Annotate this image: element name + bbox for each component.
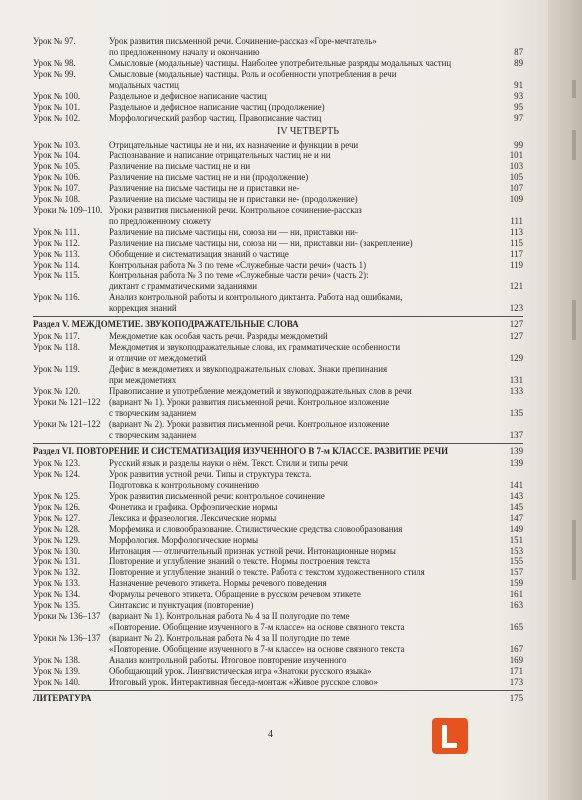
page-ref: 127 [509,319,523,330]
lesson-number: Урок № 124. [33,469,81,480]
quarter-heading: IV ЧЕТВЕРТЬ [277,125,339,137]
lesson-title [109,535,523,546]
lesson-number: Урок № 111. [33,226,80,237]
lesson-title [109,270,523,292]
lesson-title-line: Различение на письме частиц не и ни (продолжение) [109,172,309,183]
lesson-title-line: (вариант № 1). Уроки развития письменной речи. Контрольное изложение [109,397,390,408]
lesson-number: Уроки № 121–122 [33,397,101,408]
lesson-title [109,556,523,567]
lesson-title [109,364,523,386]
lesson-title-line: Повторение и углубление знаний о тексте. Работа с текстом художественного стиля [109,567,425,578]
toc-entry [33,502,523,513]
lesson-title [109,260,523,271]
section-heading-5 [33,319,523,331]
toc-group-section6 [33,458,523,687]
page-ref: 137 [509,430,523,441]
page-ref: 145 [509,502,523,513]
toc-entry [33,589,523,600]
table-of-contents [33,36,523,705]
toc-entry [33,546,523,557]
lesson-title-line: Распознавание и написание отрицательных частиц не и ни [109,150,331,161]
toc-entry [33,69,523,91]
lesson-title-line: Контрольная работа № 3 по теме «Служебные части речи» (часть 1) [109,259,367,270]
page-ref: 171 [509,665,523,676]
page-ref: 143 [509,491,523,502]
lesson-number: Урок № 112. [33,237,80,248]
lesson-number: Урок № 105. [33,161,81,172]
lesson-title-line: Назначение речевого этикета. Нормы речевого поведения [109,578,327,589]
toc-entry [33,227,523,238]
page-ref: 169 [509,654,523,665]
lesson-title-line: Смысловые (модальные) частицы. Наиболее употребительные разряды модальных частиц [109,58,452,68]
lesson-title-line: Обобщение и систематизация знаний о частице [109,248,289,259]
toc-entry [33,535,523,546]
lesson-number: Урок № 115. [33,270,80,281]
lesson-title-line: Формулы речевого этикета. Обращение в русском речевом этикете [109,589,361,600]
toc-entry [33,419,523,441]
lesson-title [109,205,523,227]
section-title: Раздел V. МЕЖДОМЕТИЕ. ЗВУКОПОДРАЖАТЕЛЬНЫЕ СЛОВА [33,319,299,330]
lesson-title [109,227,523,238]
lesson-title-line: Урок развития устной речи. Типы и структура текста. [109,469,312,480]
page-ref: 175 [509,692,523,703]
lesson-title [109,491,523,502]
lesson-number: Урок № 130. [33,545,81,556]
lesson-title-line: Анализ контрольной работы. Итоговое повторение изученного [109,654,347,665]
section-divider [33,316,523,317]
lesson-title-line: (вариант № 1). Контрольная работа № 4 за II полугодие по теме [109,610,350,621]
page-ref: 109 [509,194,523,205]
toc-group-quarter4 [33,140,523,315]
lesson-title [109,386,523,397]
lesson-title-line: Морфемика и словообразование. Стилистические средства словообразования [109,523,403,534]
page-ref: 107 [509,183,523,194]
lesson-title [109,172,523,183]
lesson-title-line: по предложенному сюжету [109,215,212,226]
toc-entry [33,91,523,102]
lesson-number: Урок № 120. [33,386,81,397]
lesson-title [109,546,523,557]
toc-entry [33,458,523,469]
lesson-title-line: Правописание и употребление междометий и звукоподражательных слов в речи [109,386,412,397]
lesson-number: Урок № 140. [33,676,81,687]
lesson-title-line: Урок развития письменной речи. Сочинение-рассказ «Горе-мечтатель» [109,36,377,46]
toc-entry [33,113,523,124]
lesson-title-line: Смысловые (модальные) частицы. Роль и особенности употребления в речи [109,68,397,79]
page-ref: 115 [510,237,523,248]
section-divider [33,443,523,444]
lesson-title [109,600,523,611]
lesson-title-line: «Повторение. Обобщение изученного в 7-м классе» на основе связного текста [109,643,405,654]
lesson-number: Урок № 125. [33,491,81,502]
lesson-title-line: Дефис в междометиях и звукоподражательных словах. Знаки препинания [109,364,388,375]
section-heading-6 [33,446,523,458]
book-spine [548,0,582,800]
toc-entry [33,183,523,194]
lesson-title [109,161,523,172]
page-ref: 165 [509,621,523,632]
lesson-title-line: и отличие от междометий [109,353,207,364]
lesson-title-line: при междометиях [109,375,177,386]
lesson-title-line: Контрольная работа № 3 по теме «Служебные части речи» (часть 2): [109,270,369,281]
toc-entry [33,172,523,183]
lesson-title-line: Различение на письме частицы ни, союза ни — ни, приставки ни- [109,226,358,237]
page-ref: 133 [509,386,523,397]
lesson-title [109,419,523,441]
lesson-number: Урок № 104. [33,150,81,161]
lesson-number: Урок № 126. [33,502,81,513]
toc-entry [33,666,523,677]
lesson-number: Уроки № 109–110. [33,204,103,215]
lesson-number: Урок № 133. [33,578,81,589]
lesson-number: Урок № 106. [33,172,81,183]
toc-entry [33,469,523,491]
section-divider [33,690,523,691]
toc-entry [33,140,523,151]
lesson-number: Урок № 102. [33,112,81,123]
lesson-title-line: Различение на письме частицы не и приставки не- (продолжение) [109,194,358,205]
lesson-title-line: Различение на письме частицы не и приставки не- [109,183,300,194]
toc-entry [33,556,523,567]
page-ref: 87 [514,47,523,57]
toc-entry [33,194,523,205]
section-title: ЛИТЕРАТУРА [33,692,92,703]
toc-entry [33,364,523,386]
toc-entry [33,677,523,688]
lesson-title [109,331,523,342]
lesson-title-line: Морфологический разбор частиц. Правописание частиц [109,112,322,123]
lesson-title-line: (вариант № 2). Контрольная работа № 4 за II полугодие по теме [109,632,350,643]
lesson-title-line: «Повторение. Обобщение изученного в 7-м классе» на основе связного текста [109,621,405,632]
toc-entry [33,524,523,535]
lesson-title [109,102,523,113]
lesson-title [109,666,523,677]
lesson-title-line: Различение на письме частиц не и ни [109,161,251,172]
lesson-title-line: Междометия и звукоподражательные слова, их грамматические особенности [109,342,401,353]
page-ref: 163 [509,600,523,611]
page-ref: 153 [509,545,523,556]
lesson-title-line: Междометие как особая часть речи. Разряды междометий [109,331,328,342]
lesson-title [109,183,523,194]
lesson-number: Урок № 103. [33,139,81,150]
toc-entry [33,513,523,524]
lesson-title [109,458,523,469]
lesson-title [109,194,523,205]
lesson-number: Урок № 113. [33,248,80,259]
lesson-number: Урок № 129. [33,534,81,545]
lesson-title-line: (вариант № 2). Уроки развития письменной речи. Контрольное изложение [109,419,390,430]
lesson-number: Урок № 107. [33,183,81,194]
lesson-title [109,502,523,513]
lesson-number: Урок № 138. [33,654,81,665]
toc-entry [33,578,523,589]
lesson-title [109,655,523,666]
page-ref: 141 [509,480,523,491]
lesson-title [109,567,523,578]
lesson-title [109,292,523,314]
page-ref: 117 [510,248,523,259]
page-ref: 155 [509,556,523,567]
lesson-number: Уроки № 136–137 [33,632,101,643]
lesson-number: Урок № 108. [33,194,81,205]
page-ref: 149 [509,523,523,534]
lesson-title-line: Итоговый урок. Интерактивная беседа-монтаж «Живое русское слово» [109,676,378,687]
lesson-number: Урок № 118. [33,342,80,353]
toc-entry [33,36,523,58]
lesson-number: Урок № 128. [33,523,81,534]
lesson-title-line: Различение на письме частицы ни, союза ни — ни, приставки ни- (закрепление) [109,237,413,248]
toc-entry [33,238,523,249]
lesson-title [109,524,523,535]
lesson-number: Урок № 98. [33,58,76,68]
lesson-title-line: Раздельное и дефисное написание частиц (продолжение) [109,101,325,112]
lesson-title-line: Синтаксис и пунктуация (повторение) [109,600,254,611]
lesson-title [109,397,523,419]
toc-entry [33,58,523,69]
lesson-number: Уроки № 136–137 [33,610,101,621]
literature-heading [33,693,523,705]
page-ref: 101 [509,150,523,161]
lesson-title [109,69,523,91]
lesson-title-line: Интонация — отличительный признак устной речи. Интонационные нормы [109,545,396,556]
toc-entry [33,633,523,655]
lesson-title-line: по предложенному началу и окончанию [109,47,260,57]
page-ref: 99 [514,139,523,150]
page-ref: 157 [509,567,523,578]
lesson-number: Урок № 134. [33,589,81,600]
lesson-number: Урок № 117. [33,331,80,342]
lesson-title [109,677,523,688]
page-ref: 135 [509,408,523,419]
page-ref: 147 [509,512,523,523]
lesson-number: Урок № 114. [33,259,80,270]
lesson-title-line: Фонетика и графика. Орфоэпические нормы [109,502,278,513]
lesson-number: Урок № 132. [33,567,81,578]
lesson-title [109,469,523,491]
page-ref: 121 [509,281,523,292]
lesson-title [109,249,523,260]
lesson-number: Урок № 100. [33,90,81,101]
page-ref: 161 [509,589,523,600]
toc-entry [33,386,523,397]
lesson-number: Урок № 131. [33,556,81,567]
page-ref: 113 [510,226,523,237]
toc-entry [33,205,523,227]
page-ref: 111 [510,215,523,226]
lesson-title [109,513,523,524]
toc-group-section5 [33,331,523,441]
toc-entry [33,567,523,578]
lesson-number: Урок № 139. [33,665,81,676]
lesson-title [109,150,523,161]
lesson-title [109,140,523,151]
lesson-title-line: Уроки развития письменной речи. Контрольное сочинение-рассказ [109,204,362,215]
lesson-title-line: Русский язык и разделы науки о нём. Текст. Стили и типы речи [109,458,348,469]
toc-group-quarter3-end [33,36,523,124]
toc-entry [33,397,523,419]
toc-entry [33,150,523,161]
page-ref: 119 [510,259,523,270]
toc-entry [33,161,523,172]
lesson-title-line: Отрицательные частицы не и ни, их назначение и функции в речи [109,139,359,150]
lesson-title-line: Урок развития письменной речи: контрольное сочинение [109,491,325,502]
lesson-title [109,36,523,58]
page-number: 4 [268,729,273,740]
lesson-number: Урок № 116. [33,292,80,303]
page-ref: 93 [514,90,523,101]
lesson-title [109,113,523,124]
page-ref: 139 [509,458,523,469]
lesson-number: Урок № 127. [33,512,81,523]
page-ref: 139 [509,446,523,457]
page-ref: 151 [509,534,523,545]
toc-entry [33,655,523,666]
lesson-title-line: Лексика и фразеология. Лексические нормы [109,512,277,523]
page-ref: 173 [509,676,523,687]
lesson-title [109,342,523,364]
lesson-title-line: Подготовка к контрольному сочинению [109,480,259,491]
lesson-number: Урок № 99. [33,68,76,79]
lesson-title-line: модальных частиц [109,79,179,90]
page-ref: 95 [514,101,523,112]
lesson-title-line: Анализ контрольной работы и контрольного диктанта. Работа над ошибками, [109,292,403,303]
toc-entry [33,249,523,260]
lesson-title-line: с творческим заданием [109,408,197,419]
lesson-number: Урок № 119. [33,364,80,375]
lesson-number: Уроки № 121–122 [33,419,101,430]
lesson-title [109,611,523,633]
lesson-number: Урок № 135. [33,600,81,611]
lesson-title [109,589,523,600]
page-ref: 105 [509,172,523,183]
lesson-title-line: Обобщающий урок. Лингвистическая игра «Знатоки русского языка» [109,665,372,676]
page-ref: 89 [514,58,523,68]
toc-entry [33,260,523,271]
page-ref: 91 [514,79,523,90]
page-ref: 131 [509,375,523,386]
lesson-number: Урок № 97. [33,36,76,46]
lesson-title-line: коррекция знаний [109,303,177,314]
toc-entry [33,270,523,292]
lesson-title-line: Повторение и углубление знаний о тексте. Нормы построения текста [109,556,370,567]
page-ref: 123 [509,303,523,314]
toc-entry [33,600,523,611]
page-ref: 103 [509,161,523,172]
lesson-title [109,578,523,589]
toc-entry [33,611,523,633]
lesson-number: Урок № 123. [33,458,81,469]
toc-entry [33,331,523,342]
page-ref: 167 [509,643,523,654]
page-ref: 97 [514,112,523,123]
toc-entry [33,491,523,502]
page-ref: 159 [509,578,523,589]
section-title: Раздел VI. ПОВТОРЕНИЕ И СИСТЕМАТИЗАЦИЯ ИЗУЧЕННОГО В 7-м КЛАССЕ. РАЗВИТИЕ РЕЧИ [33,446,449,457]
page-ref: 127 [509,331,523,342]
lesson-title-line: диктант с грамматическими заданиями [109,281,257,292]
lesson-title-line: с творческим заданием [109,430,197,441]
lesson-title [109,91,523,102]
toc-entry [33,292,523,314]
toc-entry [33,342,523,364]
lesson-title [109,633,523,655]
publisher-logo-icon [432,718,468,754]
lesson-number: Урок № 101. [33,101,81,112]
lesson-title-line: Раздельное и дефисное написание частиц [109,90,267,101]
lesson-title-line: Морфология. Морфологические нормы [109,534,259,545]
lesson-title [109,238,523,249]
lesson-title [109,58,523,69]
toc-entry [33,102,523,113]
page-ref: 129 [509,353,523,364]
